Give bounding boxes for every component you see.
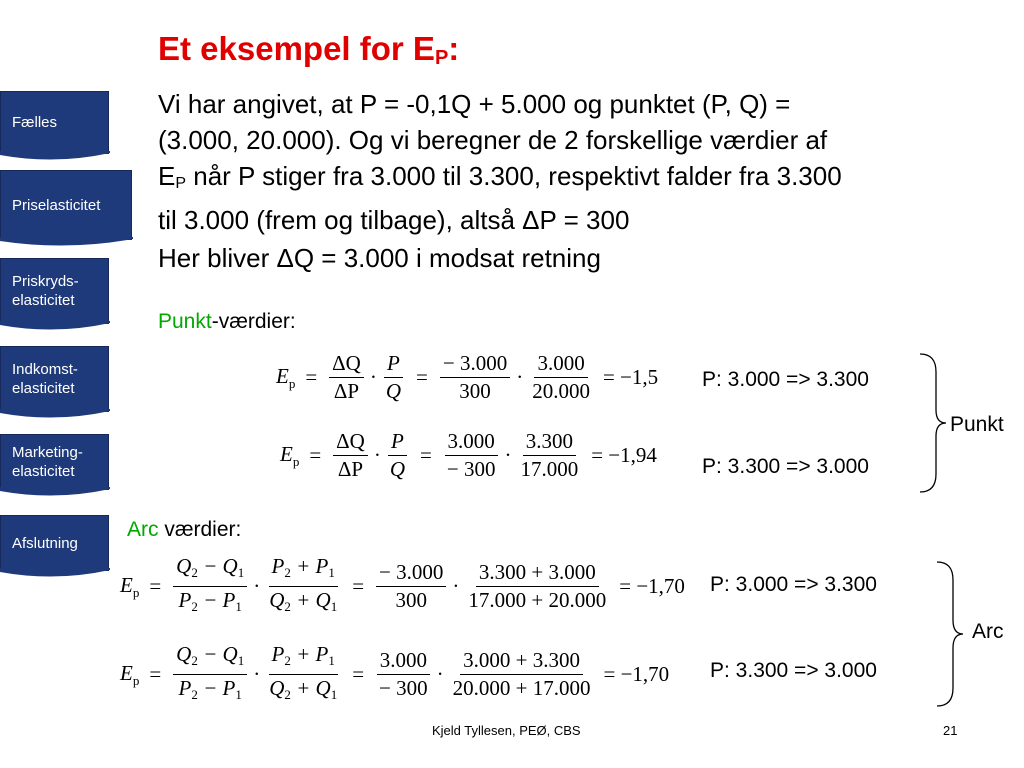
slide-title [158,30,459,70]
arc-range-2: P: 3.300 => 3.000 [710,659,877,682]
title-subscript: P [434,47,449,69]
nav-item-indkomstelasticitet[interactable] [0,346,109,412]
arc-brace-label: Arc [972,620,1004,643]
punkt-heading-green: Punkt [158,310,212,333]
nav-fold-shape [0,151,110,163]
nav-item-marketingelasticitet[interactable] [0,434,109,490]
nav-fold-shape [0,321,110,333]
punkt-heading-rest: -værdier: [211,310,296,333]
punkt-brace-label: Punkt [950,413,1004,436]
nav-item-faelles[interactable] [0,91,109,154]
body-line: til 3.000 (frem og tilbage), altså ΔP = 300 [158,205,630,235]
nav-item-label: Marketing- elasticitet [12,444,83,480]
punkt-range-2: P: 3.300 => 3.000 [702,455,869,478]
nav-item-afslutning[interactable] [0,515,109,571]
arc-range-1: P: 3.000 => 3.300 [710,573,877,596]
nav-item-label: Priskryds- elasticitet [12,273,79,309]
punkt-range-1: P: 3.000 => 3.300 [702,368,869,391]
title-suffix: : [448,30,460,67]
nav-fold-shape [0,409,110,421]
body-line: $E_P$ når P stiger fra 3.000 til 3.300, respektivt falder fra 3.300 [158,161,842,192]
nav-item-label: Fælles [12,114,58,131]
arc-heading-rest: værdier: [158,518,242,541]
nav-item-label: Priselasticitet [12,196,101,214]
nav-item-label: Afslutning [12,534,78,552]
body-paragraph [158,86,842,238]
nav-item-label: Indkomst- elasticitet [12,361,78,397]
nav-fold-shape [0,487,110,499]
title-text: Et eksempel for E [158,30,435,67]
body-line-delta-q: Her bliver ΔQ = 3.000 i modsat retning [158,243,601,273]
punkt-heading [158,310,296,334]
nav-item-priskrydselasticitet[interactable] [0,258,109,324]
footer-page-number: 21 [943,723,958,738]
arc-formula-1: $E_p$ = $\frac{Q_2 - Q_1}{P_2 - P_1}$ · $\frac{P_2 + P_1}{Q_2 + Q_1}$ = $\frac{- 3.000}{300}$ · $\frac{3.300 + 3.000}{17.000 + 20.000}$ = −1,70 [120,554,685,614]
punkt-formula-2: $E_p$ = $\frac{\Delta Q}{\Delta P}$ · $\frac{P}{Q}$ = $\frac{3.000}{- 300}$ · $\frac{3.300}{17.000}$ = −1,94 [280,429,657,481]
nav-fold-shape [0,237,133,249]
arc-heading [127,518,241,542]
body-line: (3.000, 20.000). Og vi beregner de 2 forskellige værdier af [158,125,828,155]
nav-fold-shape [0,568,110,580]
footer-author: Kjeld Tyllesen, PEØ, CBS [432,723,581,738]
arc-brace [935,560,965,708]
nav-item-priselasticitet[interactable] [0,170,132,240]
arc-heading-green: Arc [127,518,159,541]
arc-formula-2: $E_p$ = $\frac{Q_2 - Q_1}{P_2 - P_1}$ · $\frac{P_2 + P_1}{Q_2 + Q_1}$ = $\frac{3.000}{- 300}$ · $\frac{3.000 + 3.300}{20.000 + 17.000}$ = −1,70 [120,642,670,702]
punkt-formula-1: $E_p$ = $\frac{\Delta Q}{\Delta P}$ · $\frac{P}{Q}$ = $\frac{- 3.000}{300}$ · $\frac{3.000}{20.000}$ = −1,5 [276,351,659,403]
punkt-brace [918,352,948,494]
body-line: Vi har angivet, at P = -0,1Q + 5.000 og punktet (P, Q) = [158,89,791,119]
